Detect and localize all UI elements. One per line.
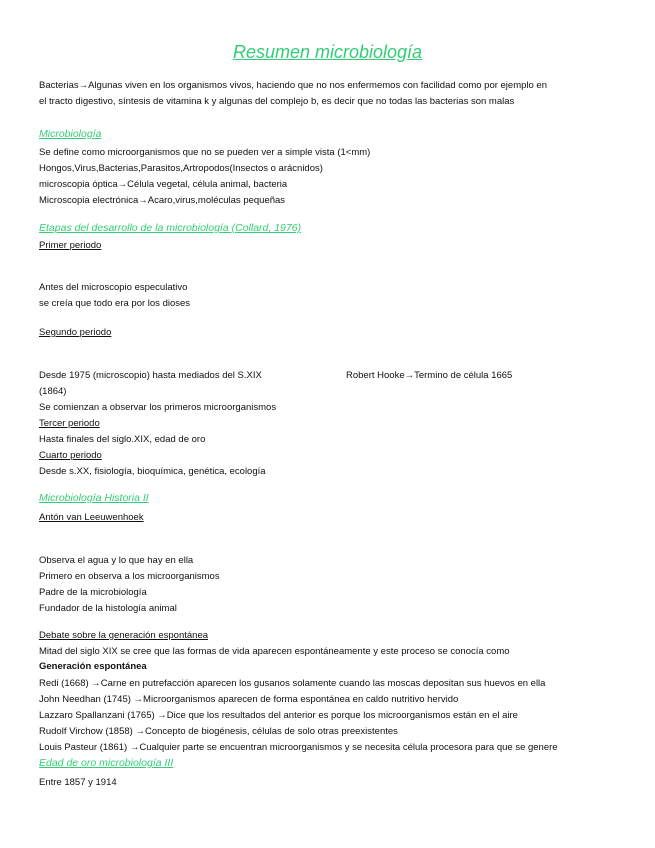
- segundo-periodo-label: Segundo periodo: [39, 327, 112, 338]
- historia-line-3: Padre de la microbiología: [39, 587, 147, 598]
- debate-line: Mitad del siglo XIX se cree que las formas de vida aparecen espontáneamente y este proceso se conocía como: [39, 646, 510, 657]
- primer-periodo-line-1: Antes del microscopio especulativo: [39, 282, 188, 293]
- cuarto-periodo-label: Cuarto periodo: [39, 450, 102, 461]
- primer-periodo-line-2: se creía que todo era por los dioses: [39, 298, 191, 309]
- microbiologia-line-2: Hongos,Virus,Bacterias,Parasitos,Artropodos(Insectos o arácnidos): [39, 163, 323, 174]
- edad-oro-line: Entre 1857 y 1914: [39, 777, 117, 788]
- debate-label: Debate sobre la generación espontánea: [39, 630, 209, 641]
- heading-etapas: Etapas del desarrollo de la microbiología (Collard, 1976): [39, 222, 302, 234]
- segundo-periodo-line-1: Desde 1975 (microscopio) hasta mediados del S.XIX: [39, 370, 262, 381]
- heading-edad-oro: Edad de oro microbiología III: [39, 757, 174, 769]
- historia-line-4: Fundador de la histología animal: [39, 603, 177, 614]
- intro-line-2: el tracto digestivo, síntesis de vitamina k y algunas del complejo b, es decir que no todas las bacterias son malas: [39, 96, 515, 107]
- leeuwenhoek-label: Antón van Leeuwenhoek: [39, 512, 144, 523]
- document-title: Resumen microbiología: [232, 42, 423, 62]
- microbiologia-line-3: microscopia óptica→Célula vegetal, célula animal, bacteria: [39, 179, 288, 190]
- microbiologia-line-1: Se define como microorganismos que no se pueden ver a simple vista (1<mm): [39, 147, 371, 158]
- cuarto-periodo-line: Desde s.XX, fisiología, bioquímica, genética, ecología: [39, 466, 266, 477]
- heading-historia: Microbiología Historia II: [39, 492, 149, 504]
- scientist-pasteur: Louis Pasteur (1861) →Cualquier parte se encuentran microorganismos y se necesita célula procesora para que se genere: [39, 742, 558, 753]
- historia-line-2: Primero en observa a los microorganismos: [39, 571, 220, 582]
- microbiologia-line-4: Microscopia electrónica→Acaro,virus,moléculas pequeñas: [39, 195, 286, 206]
- primer-periodo-label: Primer periodo: [39, 240, 102, 251]
- scientist-needhan: John Needhan (1745) →Microorganismos aparecen de forma espontánea en caldo nutritivo hervido: [39, 694, 459, 705]
- segundo-periodo-line-3: Se comienzan a observar los primeros microorganismos: [39, 402, 277, 413]
- intro-line-1: Bacterias→Algunas viven en los organismos vivos, haciendo que no nos enfermemos con facilidad como por ejemplo en: [39, 80, 547, 91]
- scientist-virchow: Rudolf Virchow (1858) →Concepto de biogénesis, células de solo otras preexistentes: [39, 726, 398, 737]
- scientist-redi: Redi (1668) →Carne en putrefacción aparecen los gusanos solamente cuando las moscas depositan sus huevos en ella: [39, 678, 546, 689]
- tercer-periodo-label: Tercer periodo: [39, 418, 100, 429]
- robert-hooke-note: Robert Hooke→Termino de célula 1665: [346, 370, 513, 381]
- scientist-spallanzani: Lazzaro Spallanzani (1765) →Dice que los resultados del anterior es porque los microorganismos están en el aire: [39, 710, 518, 721]
- segundo-periodo-line-2: (1864): [39, 386, 67, 397]
- tercer-periodo-line: Hasta finales del siglo.XIX, edad de oro: [39, 434, 206, 445]
- generacion-espontanea-label: Generación espontánea: [39, 661, 147, 672]
- historia-line-1: Observa el agua y lo que hay en ella: [39, 555, 194, 566]
- heading-microbiologia: Microbiología: [39, 128, 102, 140]
